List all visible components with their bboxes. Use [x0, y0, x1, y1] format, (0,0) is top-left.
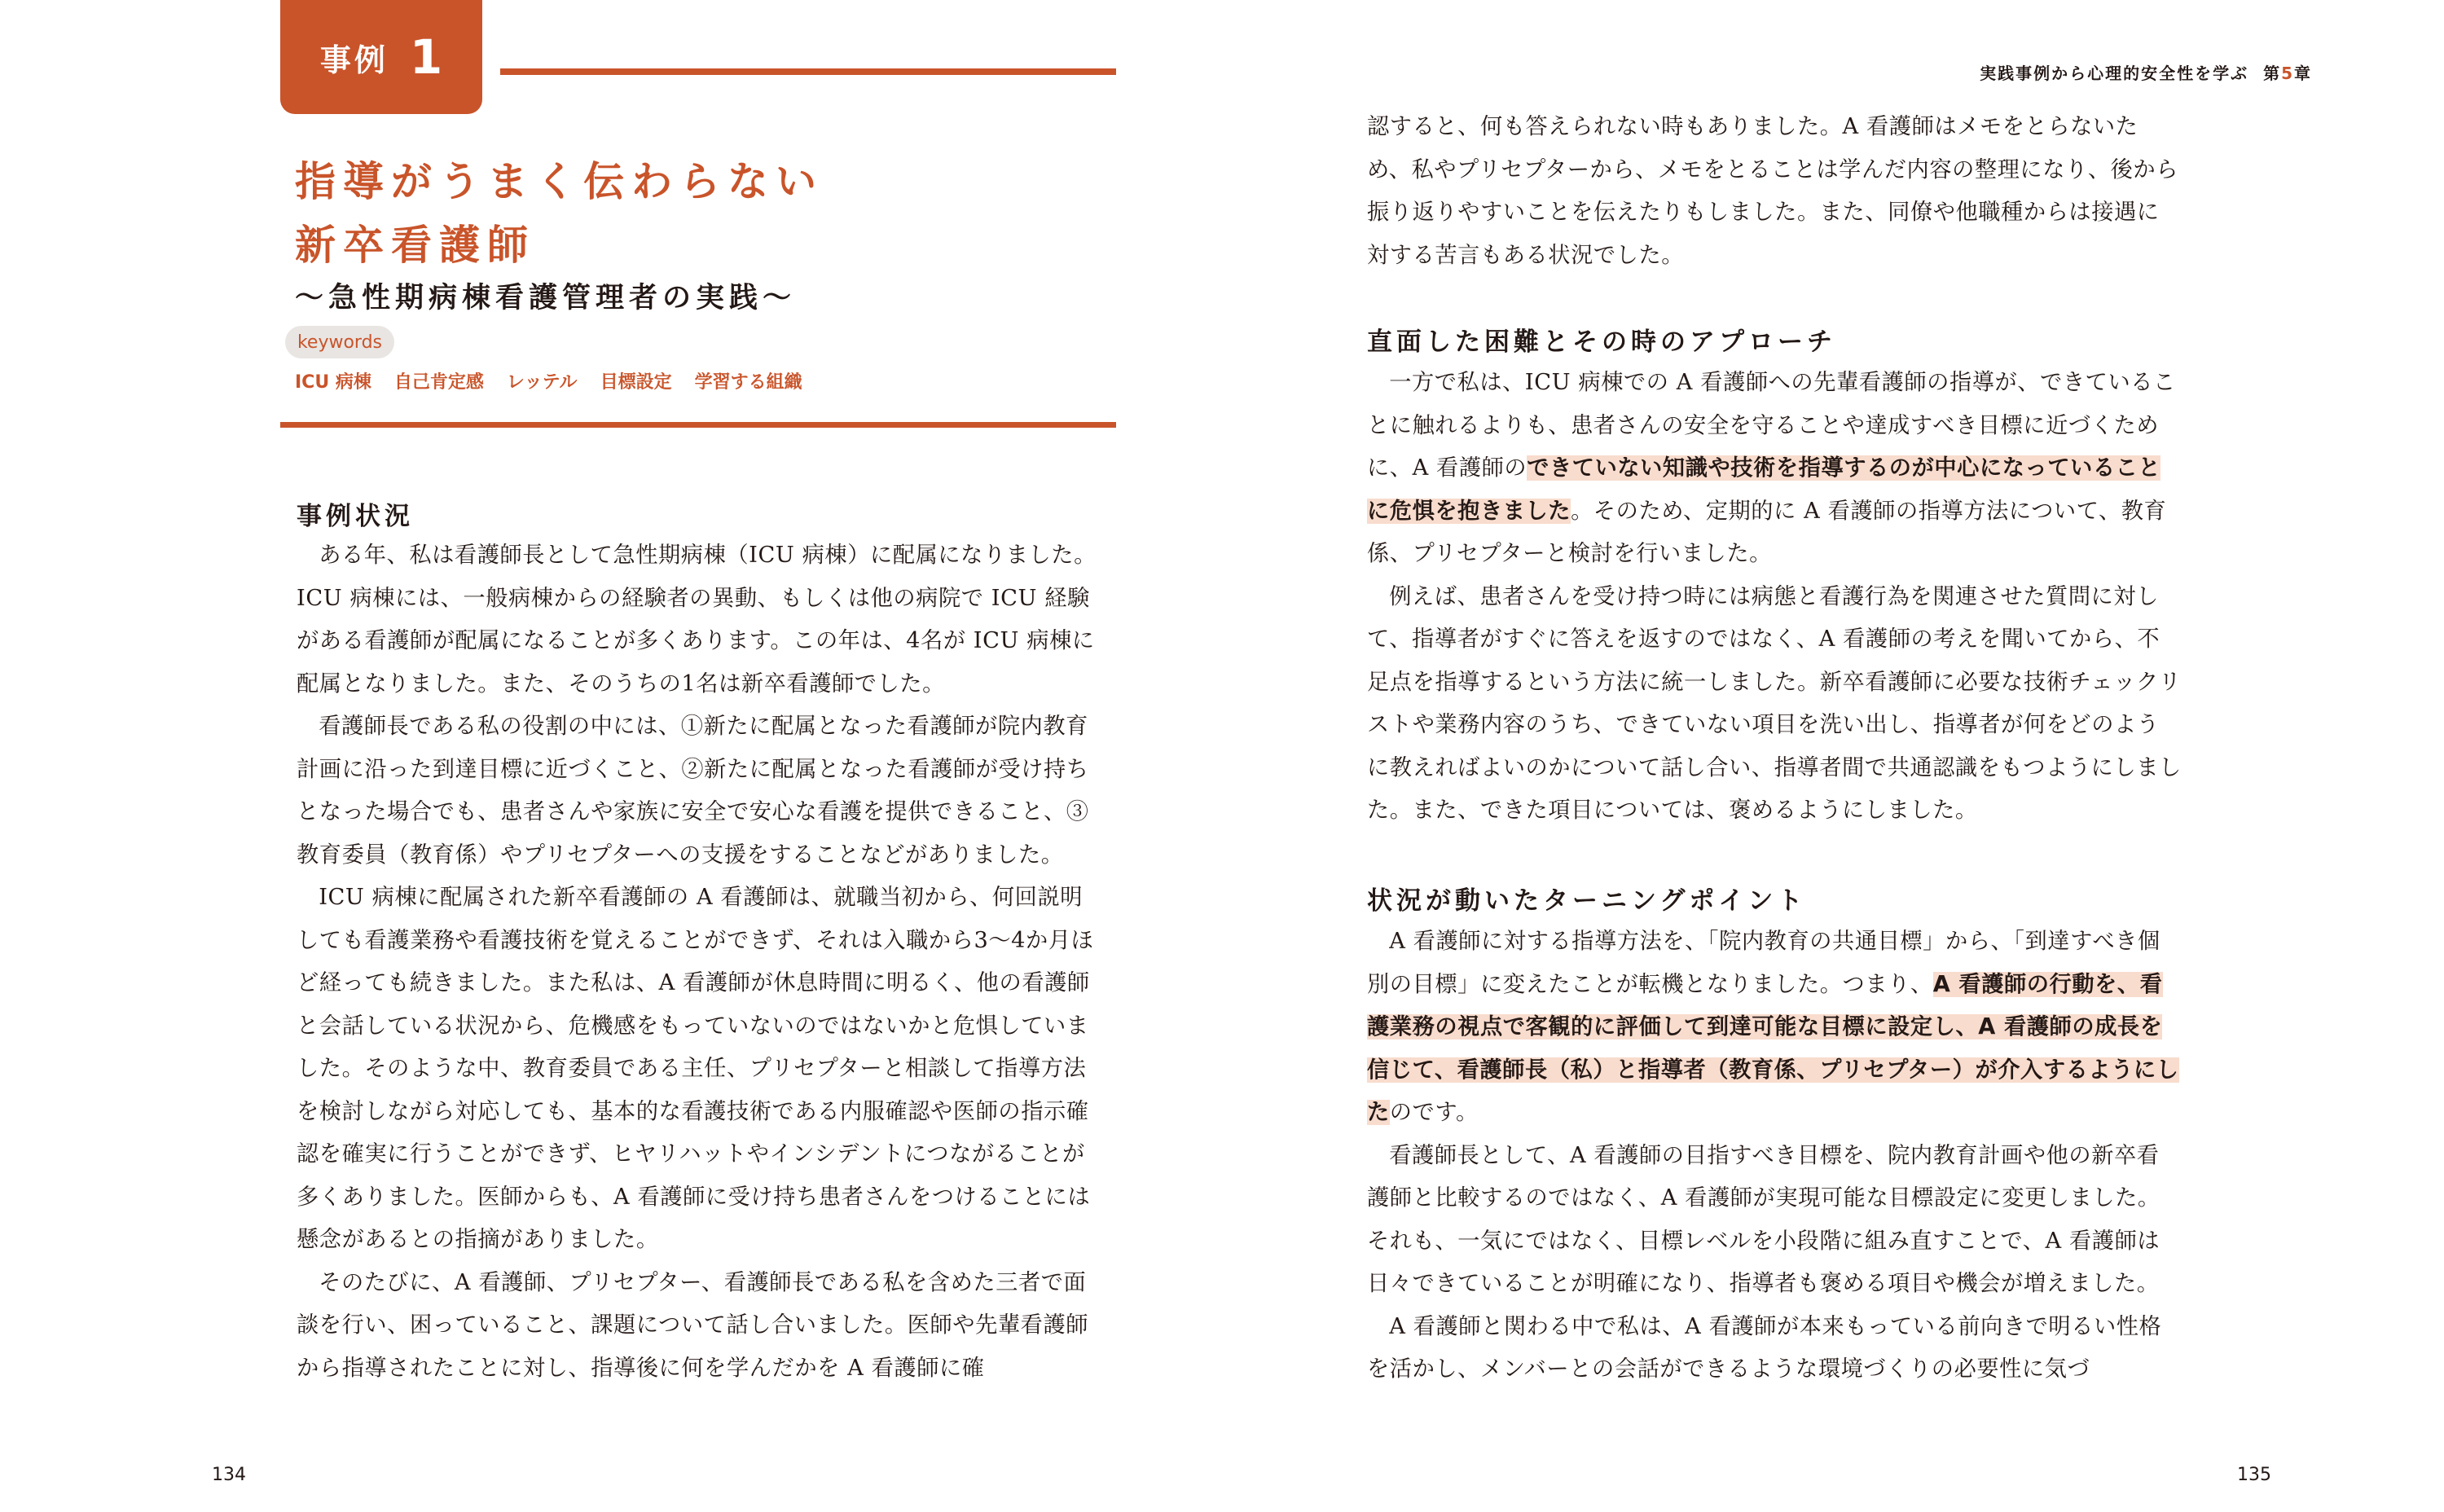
chapter-prefix: 第 [2263, 64, 2282, 83]
text-run: 。そのため、定期的に A 看護師の指導方法について、教育係、プリセプターと検討を行いました。 [1367, 498, 2167, 566]
title-rule-bottom [280, 422, 1116, 428]
highlighted-text: できていない知識や技術を指導するのが中心になっていることに危惧を抱きました [1367, 455, 2161, 524]
paragraph: 例えば、患者さんを受け持つ時には病態と看護行為を関連させた質問に対して、指導者がすぐに答えを返すのではなく、A 看護師の考えを聞いてから、不足点を指導するという方法に統一しました。新卒看護師に必要な技術チェックリストや業務内容のうち、できていない項目を洗い出し、指導者が何をどのように教えればよいのかについて話し合い、指導者間で共通認識をもつようにしました。また、できた項目については、褒めるようにしました。 [1367, 583, 2182, 823]
case-title [295, 150, 1110, 277]
right-page [1222, 0, 2444, 1512]
paragraph: 看護師長である私の役割の中には、①新たに配属となった看護師が院内教育計画に沿った到達目標に近づくこと、②新たに配属となった看護師が受け持ちとなった場合でも、患者さんや家族に安全で安心な看護を提供できること、③教育委員（教育係）やプリセプターへの支援をすることなどがありました。 [297, 714, 1089, 868]
keywords-badge: keywords [285, 326, 394, 358]
chapter-number: 5 [2281, 64, 2294, 83]
keyword: 学習する組織 [694, 372, 802, 393]
case-number: 1 [409, 29, 443, 85]
highlighted-text: A 看護師の行動を、看護業務の視点で客観的に評価して到達可能な目標に設定し、A 看護師の成長を信じて、看護師長（私）と指導者（教育係、プリセプター）が介入するようにした [1367, 971, 2179, 1125]
text-run: のです。 [1389, 1100, 1479, 1125]
continued-body [1367, 106, 2182, 277]
running-head-title: 実践事例から心理的安全性を学ぶ [1980, 64, 2249, 83]
paragraph: A 看護師と関わる中で私は、A 看護師が本来もっている前向きで明るい性格を活かし、メンバーとの会話ができるような環境づくりの必要性に気づ [1367, 1313, 2162, 1382]
paragraph: ICU 病棟に配属された新卒看護師の A 看護師は、就職当初から、何回説明しても看護業務や看護技術を覚えることができず、それは入職から3〜4か月ほど経っても続きました。また私は、A 看護師が休息時間に明るく、他の看護師と会話している状況から、危機感をもっていないのではないかと危惧していました。そのような中、教育委員である主任、プリセプターと相談して指導方法を検討しながら対応しても、基本的な看護技術である内服確認や医師の指示確認を確実に行うことができず、ヒヤリハットやインシデントにつながることが多くありました。医師からも、A 看護師に受け持ち患者さんをつけることには懸念があるとの指摘がありました。 [297, 885, 1094, 1252]
paragraph: ある年、私は看護師長として急性期病棟（ICU 病棟）に配属になりました。ICU 病棟には、一般病棟からの経験者の異動、もしくは他の病院で ICU 経験がある看護師が配属になることが多くあります。この年は、4名が ICU 病棟に配属となりました。また、そのうちの1名は新卒看護師でした。 [297, 543, 1097, 697]
case-label: 事例 [319, 42, 389, 78]
chapter-suffix: 章 [2294, 64, 2312, 83]
case-situation-body [297, 534, 1100, 1390]
paragraph: 認すると、何も答えられない時もありました。A 看護師はメモをとらないため、私やプリセプターから、メモをとることは学んだ内容の整理になり、後から振り返りやすいことを伝えたりもしました。また、同僚や他職種からは接遇に対する苦言もある状況でした。 [1367, 114, 2179, 268]
paragraph [1367, 921, 2182, 1135]
title-rule-top [500, 68, 1116, 75]
case-title-line1: 指導がうまく伝わらない [295, 158, 824, 205]
page-number-left: 134 [212, 1465, 246, 1485]
case-title-line2: 新卒看護師 [295, 222, 535, 269]
turning-point-body [1367, 921, 2182, 1391]
text-run: A 看護師に対する指導方法を、「院内教育の共通目標」から、「到達すべき個別の目標」に変えたことが転機となりました。つまり、 [1367, 929, 2160, 997]
keyword: 目標設定 [600, 372, 672, 393]
text-run: 一方で私は、ICU 病棟での A 看護師への先輩看護師の指導が、できていることに触れるよりも、患者さんの安全を守ることや達成すべき目標に近づくために、A 看護師の [1367, 370, 2176, 481]
paragraph: 看護師長として、A 看護師の目指すべき目標を、院内教育計画や他の新卒看護師と比較するのではなく、A 看護師が実現可能な目標設定に変更しました。それも、一気にではなく、目標レベルを小段階に組み直すことで、A 看護師は日々できていることが明確になり、指導者も褒める項目や機会が増えました。 [1367, 1142, 2160, 1296]
section-heading-case-situation: 事例状況 [297, 502, 414, 531]
case-subtitle: 〜急性期病棟看護管理者の実践〜 [295, 282, 797, 314]
paragraph [1367, 362, 2182, 576]
paragraph: そのたびに、A 看護師、プリセプター、看護師長である私を含めた三者で面談を行い、困っていること、課題について話し合いました。医師や先輩看護師から指導されたことに対し、指導後に何を学んだかを A 看護師に確 [297, 1269, 1089, 1381]
running-head [1980, 60, 2312, 84]
section-heading-approach: 直面した困難とその時のアプローチ [1367, 327, 1836, 357]
running-head-chapter [2263, 60, 2312, 84]
section-heading-turning-point: 状況が動いたターニングポイント [1367, 886, 1807, 916]
keywords-list [295, 368, 1110, 393]
page-number-right: 135 [2237, 1465, 2271, 1485]
keyword: 自己肯定感 [393, 372, 484, 393]
keyword: ICU 病棟 [295, 372, 371, 393]
keyword: レッテル [506, 372, 578, 393]
case-tab [280, 0, 482, 114]
approach-body [1367, 362, 2182, 833]
